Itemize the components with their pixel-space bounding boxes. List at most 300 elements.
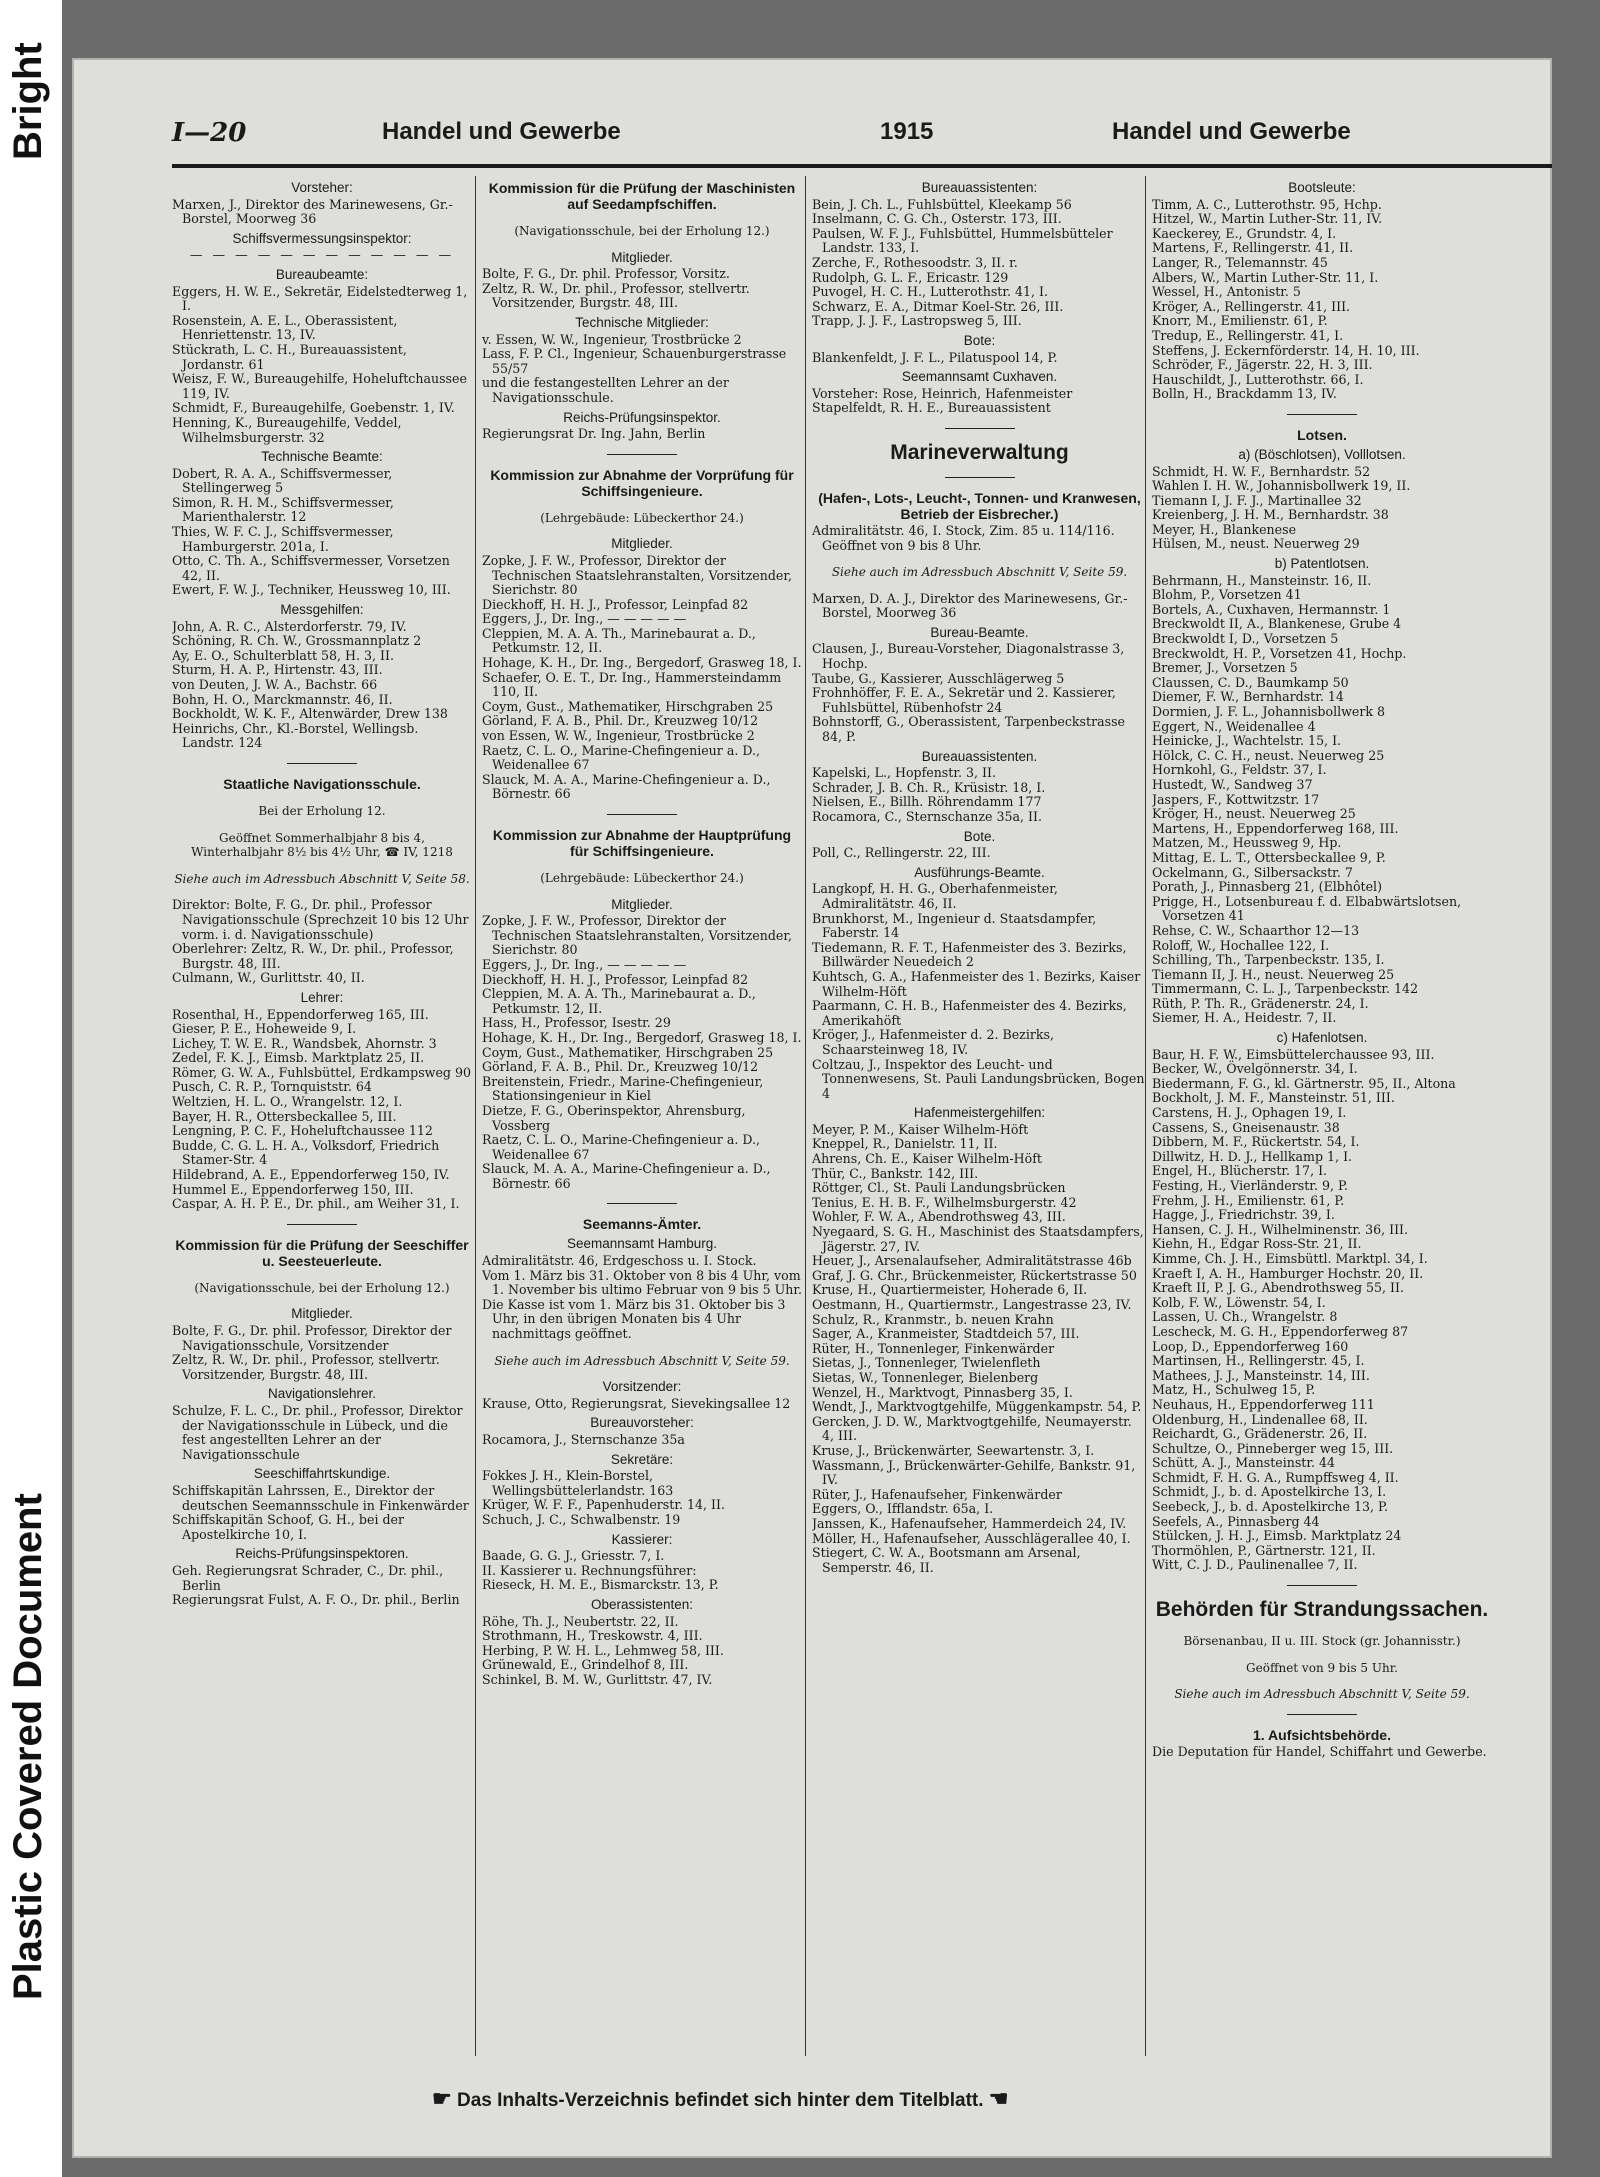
directory-entry: Albers, W., Martin Luther-Str. 11, I.	[1152, 269, 1379, 285]
directory-entry: (Navigationsschule, bei der Erholung 12.)	[514, 224, 770, 238]
directory-entry: Regierungsrat Fulst, A. F. O., Dr. phil., Berlin	[172, 1592, 460, 1608]
page-number: I—20	[172, 118, 247, 148]
directory-entry: Fokkes J. H., Klein-Borstel, Wellingsbüttelerlandstr. 163	[482, 1468, 674, 1498]
directory-entry: Paulsen, W. F. J., Fuhlsbüttel, Hummelsbütteler Landstr. 133, I.	[812, 225, 1113, 256]
directory-entry: Rüth, P. Th. R., Grädenerstr. 24, I.	[1152, 995, 1369, 1011]
directory-entry: Krüger, W. F. F., Papenhuderstr. 14, II.	[482, 1497, 725, 1513]
directory-entry: Wohler, F. W. A., Abendrothsweg 43, III.	[812, 1209, 1066, 1225]
directory-entry: Poll, C., Rellingerstr. 22, III.	[812, 845, 991, 861]
section-heading: Lotsen.	[1297, 426, 1347, 443]
directory-entry: Hohage, K. H., Dr. Ing., Bergedorf, Grasweg 18, I.	[482, 1029, 802, 1045]
directory-entry: Reichardt, G., Grädenerstr. 26, II.	[1152, 1426, 1368, 1442]
directory-entry: Kapelski, L., Hopfenstr. 3, II.	[812, 765, 996, 781]
directory-entry: Kröger, J., Hafenmeister d. 2. Bezirks, Schaarsteinweg 18, IV.	[812, 1027, 1054, 1057]
directory-entry: Admiralitätstr. 46, Erdgeschoss u. I. Stock.	[482, 1253, 757, 1269]
directory-entry: Görland, F. A. B., Phil. Dr., Kreuzweg 10/12	[482, 713, 759, 729]
directory-entry: Kreienberg, J. H. M., Bernhardstr. 38	[1152, 507, 1389, 523]
directory-entry: Timm, A. C., Lutterothstr. 95, Hchp.	[1152, 196, 1382, 212]
section-heading: Technische Beamte:	[261, 449, 383, 465]
directory-entry: Sager, A., Kranmeister, Stadtdeich 57, III.	[812, 1326, 1080, 1342]
section-heading: (Hafen-, Lots-, Leucht-, Tonnen- und Kranwesen, Betrieb der Eisbrecher.)	[818, 489, 1141, 522]
directory-entry: Loop, D., Eppendorferweg 160	[1152, 1338, 1349, 1354]
directory-entry: Henning, K., Bureaugehilfe, Veddel, Wilhelmsburgerstr. 32	[172, 414, 402, 445]
section-heading: Bureauassistenten:	[921, 180, 1038, 195]
directory-entry: Dillwitz, H. D. J., Hellkamp 1, I.	[1152, 1148, 1353, 1164]
section-heading: Oberassistenten:	[590, 1596, 694, 1612]
section-separator	[607, 814, 677, 815]
directory-entry: Blohm, P., Vorsetzen 41	[1152, 587, 1302, 603]
directory-entry: Taube, G., Kassierer, Ausschlägerweg 5	[812, 670, 1065, 686]
directory-entry: Görland, F. A. B., Phil. Dr., Kreuzweg 10/12	[482, 1059, 759, 1075]
section-separator	[1287, 414, 1357, 415]
directory-entry: Trapp, J. J. F., Lastropsweg 5, III.	[812, 313, 1022, 329]
directory-entry: Stülcken, J. H. J., Eimsb. Marktplatz 24	[1152, 1528, 1402, 1544]
section-separator	[607, 1203, 677, 1204]
directory-entry: Lichey, T. W. E. R., Wandsbek, Ahornstr. 3	[172, 1035, 437, 1051]
directory-entry: Caspar, A. H. P. E., Dr. phil., am Weiher 31, I.	[172, 1196, 460, 1212]
directory-entry: Ockelmann, G., Silbersackstr. 7	[1152, 864, 1353, 880]
section-heading: Messgehilfen:	[280, 602, 364, 618]
section-heading: Kommission für die Prüfung der Maschinisten auf Seedampfschiffen.	[488, 180, 796, 212]
directory-entry: Röhe, Th. J., Neubertstr. 22, II.	[482, 1613, 679, 1629]
section-heading: b) Patentlotsen.	[1274, 556, 1370, 572]
section-heading: Kommission zur Abnahme der Hauptprüfung für Schiffsingenieure.	[492, 827, 792, 859]
directory-entry: Hölck, C. C. H., neust. Neuerweg 25	[1152, 747, 1385, 763]
directory-entry: Siehe auch im Adressbuch Abschnitt V, Seite 59.	[1174, 1687, 1470, 1702]
section-heading: Bureau-Beamte.	[930, 624, 1029, 640]
section-separator	[287, 763, 357, 764]
directory-entry: Slauck, M. A. A., Marine-Chefingenieur a. D., Börnestr. 66	[482, 1161, 771, 1191]
directory-entry: Geöffnet von 9 bis 5 Uhr.	[1246, 1660, 1398, 1675]
section-heading: 1. Aufsichtsbehörde.	[1253, 1726, 1391, 1743]
directory-entry: Dieckhoff, H. H. J., Professor, Leinpfad 82	[482, 596, 749, 612]
directory-entry: Bohnstorff, G., Oberassistent, Tarpenbeckstrasse 84, P.	[812, 714, 1125, 745]
directory-entry: Tiemann I, J. F. J., Martinallee 32	[1152, 492, 1362, 508]
directory-entry: Engel, H., Blücherstr. 17, I.	[1152, 1163, 1328, 1179]
directory-entry: Rehse, C. W., Schaarthor 12—13	[1152, 922, 1360, 938]
directory-entry: Eggers, J., Dr. Ing., — — — — —	[482, 611, 687, 627]
directory-entry: Rüter, H., Tonnenleger, Finkenwärder	[812, 1340, 1055, 1356]
running-title-left: Handel und Gewerbe	[382, 118, 621, 145]
directory-entry: (Lehrgebäude: Lübeckerthor 24.)	[540, 510, 744, 525]
directory-entry: Culmann, W., Gurlittstr. 40, II.	[172, 970, 365, 986]
directory-entry: Prigge, H., Lotsenbureau f. d. Elbabwärtslotsen, Vorsetzen 41	[1152, 893, 1462, 924]
directory-entry: Paarmann, C. H. B., Hafenmeister des 4. Bezirks, Amerikahöft	[812, 998, 1127, 1028]
directory-entry: Baur, H. F. W., Eimsbüttelerchaussee 93, III.	[1152, 1046, 1435, 1062]
section-heading: Sekretäre:	[610, 1451, 674, 1467]
document-page	[72, 58, 1552, 2158]
directory-entry: Hagge, J., Friedrichstr. 39, I.	[1152, 1207, 1335, 1223]
directory-entry: Tiemann II, J. H., neust. Neuerweg 25	[1152, 966, 1395, 982]
directory-entry: Weisz, F. W., Bureaugehilfe, Hoheluftchaussee 119, IV.	[172, 371, 467, 401]
directory-entry: Coym, Gust., Mathematiker, Hirschgraben 25	[482, 1044, 774, 1060]
directory-entry: Becker, W., Övelgönnerstr. 34, I.	[1152, 1061, 1358, 1077]
directory-entry: Schmidt, J., b. d. Apostelkirche 13, I.	[1152, 1484, 1387, 1500]
directory-entry: Dibbern, M. F., Rückertstr. 54, I.	[1152, 1134, 1360, 1150]
directory-entry: Lass, F. P. Cl., Ingenieur, Schauenburgerstrasse 55/57	[482, 346, 787, 376]
section-separator	[945, 428, 1015, 429]
section-heading: Seeschiffahrtskundige.	[253, 1466, 391, 1482]
directory-entry: Martens, H., Eppendorferweg 168, III.	[1152, 820, 1399, 836]
directory-entry: Siehe auch im Adressbuch Abschnitt V, Seite 59.	[494, 1353, 790, 1368]
section-heading: Kommission zur Abnahme der Vorprüfung für Schiffsingenieure.	[490, 466, 794, 499]
section-heading: c) Hafenlotsen.	[1276, 1030, 1368, 1046]
directory-entry: Matzen, M., Heussweg 9, Hp.	[1152, 835, 1342, 851]
directory-entry: Gieser, P. E., Hoheweide 9, I.	[172, 1021, 357, 1037]
directory-entry: Hildebrand, A. E., Eppendorferweg 150, IV.	[172, 1167, 450, 1183]
directory-entry: Ewert, F. W. J., Techniker, Heussweg 10, III.	[172, 582, 451, 598]
directory-entry: Raetz, C. L. O., Marine-Chefingenieur a. D., Weidenallee 67	[482, 1132, 760, 1162]
column-2	[482, 176, 802, 2076]
directory-entry: Lengning, P. C. F., Hoheluftchaussee 112	[172, 1123, 433, 1139]
directory-entry: Simon, R. H. M., Schiffsvermesser, Marienthalerstr. 12	[172, 494, 394, 525]
directory-entry: Kraeft I, A. H., Hamburger Hochstr. 20, II.	[1152, 1265, 1424, 1281]
directory-entry: Heuer, J., Arsenalaufseher, Admiralitätstrasse 46b	[812, 1253, 1132, 1269]
directory-entry: Tredup, E., Rellingerstr. 41, I.	[1152, 327, 1344, 343]
directory-entry: Lassen, U. Ch., Wrangelstr. 8	[1152, 1309, 1338, 1325]
section-heading: Vorsitzender:	[602, 1379, 682, 1395]
directory-entry: Blankenfeldt, J. F. L., Pilatuspool 14, P.	[812, 349, 1058, 365]
directory-entry: Schütt, A. J., Mansteinstr. 44	[1152, 1455, 1336, 1471]
directory-entry: und die festangestellten Lehrer an der Navigationsschule.	[482, 375, 729, 405]
footer-text: Das Inhalts-Verzeichnis befindet sich hinter dem Titelblatt.	[457, 2090, 984, 2111]
directory-entry: Coltzau, J., Inspektor des Leucht- und Tonnenwesens, St. Pauli Landungsbrücken, Bogen 4	[812, 1056, 1145, 1101]
directory-entry: Hass, H., Professor, Isestr. 29	[482, 1015, 671, 1031]
directory-entry: Strothmann, H., Treskowstr. 4, III.	[482, 1628, 703, 1644]
directory-entry: Oestmann, H., Quartiermstr., Langestrasse 23, IV.	[812, 1297, 1132, 1312]
directory-entry: Rosenthal, H., Eppendorferweg 165, III.	[172, 1006, 429, 1022]
directory-entry: Ay, E. O., Schulterblatt 58, H. 3, II.	[172, 647, 395, 663]
directory-entry: Martens, F., Rellingerstr. 41, II.	[1152, 240, 1354, 256]
directory-entry: Mittag, E. L. T., Ottersbeckallee 9, P.	[1152, 849, 1386, 865]
section-heading: Bote.	[963, 828, 996, 844]
directory-entry: Schrader, J. B. Ch. R., Krüsistr. 18, I.	[812, 779, 1046, 795]
directory-entry: Zopke, J. F. W., Professor, Direktor der Technischen Staatslehranstalten, Vorsitzender, Sierichstr. 80	[482, 552, 792, 598]
directory-entry: Zeltz, R. W., Dr. phil., Professor, stellvertr. Vorsitzender, Burgstr. 48, III.	[172, 1352, 440, 1382]
directory-entry: Schinkel, B. M. W., Gurlittstr. 47, IV.	[482, 1671, 713, 1687]
directory-entry: Breckwoldt II, A., Blankenese, Grube 4	[1152, 616, 1402, 632]
section-heading: Kommission für die Prüfung der Seeschiffer u. Seesteuerleute.	[175, 1236, 469, 1269]
directory-entry: Bortels, A., Cuxhaven, Hermannstr. 1	[1152, 601, 1391, 617]
directory-entry: Hansen, C. J. H., Wilhelminenstr. 36, III.	[1152, 1221, 1409, 1237]
pointing-hand-right-icon: ☛	[432, 2086, 452, 2111]
section-separator	[1287, 1585, 1357, 1586]
directory-entry: Bolte, F. G., Dr. phil. Professor, Direktor der Navigationsschule, Vorsitzender	[172, 1323, 452, 1353]
directory-entry: Witt, C. J. D., Paulinenallee 7, II.	[1152, 1557, 1358, 1573]
directory-entry: Bohn, H. O., Marckmannstr. 46, II.	[172, 691, 393, 707]
column-1	[172, 176, 472, 2076]
directory-entry: Hülsen, M., neust. Neuerweg 29	[1152, 536, 1360, 552]
directory-entry: Herbing, P. W. H. L., Lehmweg 58, III.	[482, 1642, 724, 1658]
directory-entry: Coym, Gust., Mathematiker, Hirschgraben 25	[482, 698, 774, 714]
section-heading: Bureauassistenten.	[921, 748, 1038, 764]
directory-entry: Kraeft II, P. J. G., Abendrothsweg 55, II.	[1152, 1280, 1404, 1296]
directory-entry: v. Essen, W. W., Ingenieur, Trostbrücke 2	[482, 331, 742, 347]
directory-entry: Kneppel, R., Danielstr. 11, II.	[812, 1136, 998, 1152]
directory-entry: Krause, Otto, Regierungsrat, Sievekingsallee 12	[482, 1395, 791, 1411]
directory-entry: Rocamora, C., Sternschanze 35a, II.	[812, 809, 1042, 824]
directory-entry: Zeltz, R. W., Dr. phil., Professor, stellvertr. Vorsitzender, Burgstr. 48, III.	[482, 280, 750, 311]
directory-entry: Hohage, K. H., Dr. Ing., Bergedorf, Grasweg 18, I.	[482, 655, 802, 671]
section-heading: Bureaubeamte:	[275, 266, 369, 282]
directory-entry: Kimme, Ch. J. H., Eimsbüttl. Marktpl. 34, I.	[1152, 1250, 1428, 1266]
section-heading: Mitglieder.	[611, 896, 673, 912]
running-title-right: Handel und Gewerbe	[1112, 118, 1351, 145]
directory-entry: Wessel, H., Antonistr. 5	[1152, 284, 1301, 300]
directory-entry: (Navigationsschule, bei der Erholung 12.)	[194, 1280, 450, 1295]
directory-entry: Clausen, J., Bureau-Vorsteher, Diagonalstrasse 3, Hochp.	[812, 641, 1125, 672]
section-heading: Mitglieder.	[611, 249, 673, 265]
page-header	[172, 118, 1552, 162]
directory-entry: Zopke, J. F. W., Professor, Direktor der Technischen Staatslehranstalten, Vorsitzender, Sierichstr. 80	[482, 913, 792, 958]
directory-entry: Schultze, O., Pinneberger weg 15, III.	[1152, 1440, 1394, 1456]
directory-entry: Pusch, C. R. P., Tornquiststr. 64	[172, 1079, 372, 1095]
directory-entry: Bockholdt, W. K. F., Altenwärder, Drew 138	[172, 706, 448, 722]
directory-entry: Eggers, J., Dr. Ing., — — — — —	[482, 956, 687, 972]
directory-entry: Hauschildt, J., Lutterothstr. 66, I.	[1152, 371, 1364, 387]
directory-entry: Wendt, J., Marktvogtgehilfe, Müggenkampstr. 54, P.	[812, 1399, 1142, 1415]
directory-entry: Schwarz, E. A., Ditmar Koel-Str. 26, III.	[812, 298, 1064, 314]
directory-entry: Steffens, J. Eckernförderstr. 14, H. 10, III.	[1152, 342, 1420, 358]
directory-entry: Carstens, H. J., Ophagen 19, I.	[1152, 1105, 1347, 1121]
section-separator	[287, 1224, 357, 1225]
directory-entry: Siehe auch im Adressbuch Abschnitt V, Seite 58.	[174, 871, 470, 886]
directory-entry: Breckwoldt I, D., Vorsetzen 5	[1152, 631, 1339, 647]
directory-entry: Hummel E., Eppendorferweg 150, III.	[172, 1181, 414, 1197]
directory-entry: Hitzel, W., Martin Luther-Str. 11, IV.	[1152, 211, 1383, 227]
directory-entry: Bein, J. Ch. L., Fuhlsbüttel, Kleekamp 56	[812, 196, 1072, 212]
directory-entry: Nielsen, E., Billh. Röhrendamm 177	[812, 794, 1042, 810]
directory-entry: Grünewald, E., Grindelhof 8, III.	[482, 1657, 689, 1673]
directory-entry: Dietze, F. G., Oberinspektor, Ahrensburg, Vossberg	[482, 1102, 746, 1133]
page-year: 1915	[880, 118, 934, 145]
directory-entry: Behrmann, H., Mansteinstr. 16, II.	[1152, 572, 1372, 588]
directory-entry: Frohnhöffer, F. E. A., Sekretär und 2. Kassierer, Fuhlsbüttel, Rübenhofstr 24	[812, 685, 1116, 715]
column-divider	[1145, 176, 1146, 2056]
directory-entry: Schmidt, H. W. F., Bernhardstr. 52	[1152, 463, 1371, 479]
directory-entry: Wassmann, J., Brückenwärter-Gehilfe, Bankstr. 91, IV.	[812, 1457, 1136, 1488]
directory-entry: Budde, C. G. L. H. A., Volksdorf, Friedrich Stamer-Str. 4	[172, 1137, 440, 1168]
section-heading: Reichs-Prüfungsinspektor.	[563, 409, 721, 425]
section-heading: Bote:	[963, 332, 996, 348]
strip-bottom-text: Plastic Covered Document	[6, 1493, 50, 2000]
section-heading: Behörden für Strandungssachen.	[1155, 1598, 1489, 1622]
section-heading: Lehrer:	[300, 989, 344, 1005]
directory-entry: Graf, J. G. Chr., Brückenmeister, Rückertstrasse 50	[812, 1267, 1137, 1283]
directory-entry: Vorsteher: Rose, Heinrich, Hafenmeister	[812, 385, 1073, 401]
directory-entry: Rüter, J., Hafenaufseher, Finkenwärder	[812, 1486, 1062, 1502]
section-heading: Technische Mitglieder:	[575, 314, 709, 330]
section-heading: Schiffsvermessungsinspektor:	[232, 230, 412, 246]
column-divider	[805, 176, 806, 2056]
directory-entry: Weltzien, H. L. O., Wrangelstr. 12, I.	[172, 1094, 403, 1110]
directory-entry: Meyer, P. M., Kaiser Wilhelm-Höft	[812, 1121, 1029, 1137]
directory-entry: Otto, C. Th. A., Schiffsvermesser, Vorsetzen 42, II.	[172, 553, 450, 583]
directory-entry: Eggert, N., Weidenallee 4	[1152, 718, 1316, 734]
directory-entry: Eggers, H. W. E., Sekretär, Eidelstedterweg 1, I.	[172, 283, 468, 314]
directory-entry: Die Deputation für Handel, Schiffahrt und Gewerbe.	[1152, 1743, 1487, 1759]
directory-entry: Regierungsrat Dr. Ing. Jahn, Berlin	[482, 426, 706, 442]
directory-entry: Röttger, Cl., St. Pauli Landungsbrücken	[812, 1180, 1066, 1196]
directory-entry: Raetz, C. L. O., Marine-Chefingenieur a. D., Weidenallee 67	[482, 742, 760, 773]
section-heading: Bureauvorsteher:	[590, 1415, 694, 1431]
directory-entry: Hornkohl, G., Feldstr. 37, I.	[1152, 762, 1327, 778]
section-heading: Bootsleute:	[1288, 180, 1356, 195]
directory-entry: John, A. R. C., Alsterdorferstr. 79, IV.	[172, 618, 407, 634]
directory-entry: Janssen, K., Hafenaufseher, Hammerdeich 24, IV.	[812, 1515, 1127, 1531]
directory-entry: Lescheck, M. G. H., Eppendorferweg 87	[1152, 1323, 1409, 1339]
directory-entry: (Lehrgebäude: Lübeckerthor 24.)	[540, 871, 744, 885]
section-heading: Mitglieder.	[611, 536, 673, 552]
column-4	[1152, 176, 1492, 2076]
section-heading: Reichs-Prüfungsinspektoren.	[235, 1546, 409, 1562]
directory-entry: Schiffskapitän Schoof, G. H., bei der Apostelkirche 10, I.	[172, 1512, 405, 1542]
section-heading: a) (Böschlotsen), Volllotsen.	[1238, 446, 1406, 462]
directory-entry: Mathees, J. J., Mansteinstr. 14, III.	[1152, 1367, 1370, 1383]
directory-entry: Timmermann, C. L. J., Tarpenbeckstr. 142	[1152, 981, 1419, 997]
directory-entry: Tenius, E. H. B. F., Wilhelmsburgerstr. 42	[812, 1194, 1077, 1210]
directory-entry: Porath, J., Pinnasberg 21, (Elbhôtel)	[1152, 879, 1383, 895]
header-rule	[172, 164, 1552, 168]
directory-entry: Geh. Regierungsrat Schrader, C., Dr. phil., Berlin	[172, 1562, 444, 1593]
directory-entry: Seebeck, J., b. d. Apostelkirche 13, P.	[1152, 1499, 1388, 1515]
directory-entry: Sietas, J., Tonnenleger, Twielenfleth	[812, 1355, 1041, 1371]
pointing-hand-left-icon: ☚	[988, 2086, 1009, 2111]
directory-entry: Schöning, R. Ch. W., Grossmannplatz 2	[172, 633, 422, 649]
directory-entry: Langer, R., Telemannstr. 45	[1152, 254, 1328, 270]
section-heading: Seemannsamt Hamburg.	[566, 1236, 718, 1252]
directory-entry: Kruse, H., Quartiermeister, Hoherade 6, II.	[812, 1282, 1088, 1298]
directory-entry: Breitenstein, Friedr., Marine-Chefingenieur, Stationsingenieur in Kiel	[482, 1073, 764, 1104]
directory-entry: Schaefer, O. E. T., Dr. Ing., Hammersteindamm 110, II.	[482, 669, 782, 700]
directory-entry: Bayer, H. R., Ottersbeckallee 5, III.	[172, 1108, 397, 1124]
section-separator	[945, 477, 1015, 478]
directory-entry: Slauck, M. A. A., Marine-Chefingenieur a. D., Börnestr. 66	[482, 771, 771, 802]
directory-entry: Seefels, A., Pinnasberg 44	[1152, 1513, 1320, 1529]
directory-entry: Schuch, J. C., Schwalbenstr. 19	[482, 1511, 681, 1527]
directory-entry: Stapelfeldt, R. H. E., Bureauassistent	[812, 400, 1051, 416]
directory-entry: Rudolph, G. L. F., Ericastr. 129	[812, 269, 1009, 285]
directory-entry: Langkopf, H. H. G., Oberhafenmeister, Admiralitätstr. 46, II.	[812, 881, 1058, 911]
directory-entry: Vom 1. März bis 31. Oktober von 8 bis 4 Uhr, vom 1. November bis ultimo Februar von 9 bis 5 Uhr.	[482, 1267, 802, 1298]
directory-entry: Römer, G. W. A., Fuhlsbüttel, Erdkampsweg 90	[172, 1064, 472, 1080]
directory-entry: Wahlen I. H. W., Johannisbollwerk 19, II.	[1152, 478, 1411, 494]
directory-entry: Brunkhorst, M., Ingenieur d. Staatsdampfer, Faberstr. 14	[812, 910, 1097, 941]
directory-entry: Oberlehrer: Zeltz, R. W., Dr. phil., Professor, Burgstr. 48, III.	[172, 941, 454, 971]
directory-entry: Cleppien, M. A. A. Th., Marinebaurat a. D., Petkumstr. 12, II.	[482, 625, 756, 656]
directory-entry: Jaspers, F., Kottwitzstr. 17	[1152, 791, 1320, 807]
directory-entry: Zedel, F. K. J., Eimsb. Marktplatz 25, II.	[172, 1050, 425, 1066]
directory-entry: Schilling, Th., Tarpenbeckstr. 135, I.	[1152, 952, 1385, 968]
directory-entry: Bockholt, J. M. F., Mansteinstr. 51, III.	[1152, 1090, 1395, 1106]
directory-entry: Nyegaard, S. G. H., Maschinist des Staatsdampfers, Jägerstr. 27, IV.	[812, 1224, 1144, 1254]
directory-entry: Sturm, H. A. P., Hirtenstr. 43, III.	[172, 662, 383, 678]
directory-entry: Festing, H., Vierländerstr. 9, P.	[1152, 1178, 1348, 1193]
directory-entry: Schmidt, F., Bureaugehilfe, Goebenstr. 1, IV.	[172, 400, 455, 416]
directory-entry: Heinrichs, Chr., Kl.-Borstel, Wellingsb. Landstr. 124	[172, 720, 419, 751]
directory-entry: Neuhaus, H., Eppendorferweg 111	[1152, 1396, 1375, 1412]
directory-entry: Kuhtsch, G. A., Hafenmeister des 1. Bezirks, Kaiser Wilhelm-Höft	[812, 968, 1141, 999]
directory-entry: Thormöhlen, P., Gärtnerstr. 121, II.	[1152, 1542, 1376, 1558]
section-heading: Marineverwaltung	[890, 440, 1069, 464]
directory-entry: Eggers, O., Ifflandstr. 65a, I.	[812, 1501, 994, 1517]
directory-entry: Dormien, J. F. L., Johannisbollwerk 8	[1152, 704, 1386, 719]
directory-entry: Kröger, A., Rellingerstr. 41, III.	[1152, 298, 1351, 314]
section-heading: Seemanns-Ämter.	[582, 1216, 702, 1233]
directory-entry: Schulze, F. L. C., Dr. phil., Professor, Direktor der Navigationsschule in Lübeck, und die fest angestellten Lehrer an der Navigationsschule	[172, 1402, 463, 1462]
directory-entry: Sietas, W., Tonnenleger, Bielenberg	[812, 1369, 1039, 1385]
directory-entry: Thür, C., Bankstr. 142, III.	[812, 1165, 979, 1181]
directory-entry: Rocamora, J., Sternschanze 35a	[482, 1432, 685, 1447]
directory-entry: Kolb, F. W., Löwenstr. 54, I.	[1152, 1294, 1326, 1310]
directory-entry: Ahrens, Ch. E., Kaiser Wilhelm-Höft	[812, 1151, 1042, 1167]
directory-entry: Roloff, W., Hochallee 122, I.	[1152, 937, 1330, 953]
directory-entry: Oldenburg, H., Lindenallee 68, II.	[1152, 1411, 1368, 1427]
directory-entry: Marxen, D. A. J., Direktor des Marinewesens, Gr.-Borstel, Moorweg 36	[812, 590, 1128, 621]
directory-entry: Cassens, S., Gneisenaustr. 38	[1152, 1119, 1340, 1135]
directory-entry: Geöffnet Sommerhalbjahr 8 bis 4, Winterhalbjahr 8½ bis 4½ Uhr, ☎ IV, 1218	[191, 830, 453, 860]
directory-entry: Cleppien, M. A. A. Th., Marinebaurat a. D., Petkumstr. 12, II.	[482, 986, 756, 1016]
directory-entry: Schiffskapitän Lahrssen, E., Direktor der deutschen Seemannsschule in Finkenwärder	[172, 1482, 469, 1513]
directory-entry: Knorr, M., Emilienstr. 61, P.	[1152, 313, 1328, 329]
directory-entry: Bolte, F. G., Dr. phil. Professor, Vorsitz.	[482, 266, 730, 282]
directory-entry: Kiehn, H., Edgar Ross-Str. 21, II.	[1152, 1236, 1362, 1252]
section-heading: Kassierer:	[611, 1531, 673, 1547]
directory-entry: Frehm, J. H., Emilienstr. 61, P.	[1152, 1192, 1345, 1208]
directory-entry: Matz, H., Schulweg 15, P.	[1152, 1382, 1316, 1398]
section-heading: Seemannsamt Cuxhaven.	[901, 369, 1058, 385]
directory-entry: Bolln, H., Brackdamm 13, IV.	[1152, 386, 1337, 402]
directory-entry: Admiralitätstr. 46, I. Stock, Zim. 85 u. 114/116. Geöffnet von 9 bis 8 Uhr.	[812, 522, 1115, 553]
directory-entry: Kaeckerey, E., Grundstr. 4, I.	[1152, 225, 1337, 241]
directory-entry: Siemer, H. A., Heidestr. 7, II.	[1152, 1010, 1337, 1026]
directory-entry: Schröder, F., Jägerstr. 22, H. 3, III.	[1152, 357, 1373, 373]
directory-entry: Bremer, J., Vorsetzen 5	[1152, 660, 1298, 676]
section-heading: Vorsteher:	[291, 180, 353, 195]
column-3	[812, 176, 1147, 2076]
directory-entry: von Deuten, J. W. A., Bachstr. 66	[172, 677, 378, 692]
directory-entry: Stiegert, C. W. A., Bootsmann am Arsenal, Semperstr. 46, II.	[812, 1545, 1081, 1575]
directory-entry: II. Kassierer u. Rechnungsführer:	[482, 1562, 697, 1578]
directory-entry: Schmidt, F. H. G. A., Rumpffsweg 4, II.	[1152, 1469, 1399, 1485]
directory-entry: Gercken, J. D. W., Marktvogtgehilfe, Neumayerstr. 4, III.	[812, 1413, 1132, 1444]
directory-entry: Direktor: Bolte, F. G., Dr. phil., Professor Navigationsschule (Sprechzeit 10 bis 12 Uhr vorm. i. d. Navigationsschule)	[172, 897, 469, 942]
directory-entry: Dobert, R. A. A., Schiffsvermesser, Stellingerweg 5	[172, 465, 393, 496]
directory-entry: Kröger, H., neust. Neuerweg 25	[1152, 806, 1356, 822]
directory-entry: Heinicke, J., Wachtelstr. 15, I.	[1152, 733, 1342, 749]
section-heading: Staatliche Navigationsschule.	[223, 775, 421, 792]
directory-entry: Schulz, R., Kranmstr., b. neuen Krahn	[812, 1311, 1054, 1327]
directory-entry: von Essen, W. W., Ingenieur, Trostbrücke 2	[482, 728, 755, 744]
directory-entry: Meyer, H., Blankenese	[1152, 521, 1297, 537]
dash-line: — — — — — — — — — — — —	[189, 247, 455, 263]
directory-entry: Börsenanbau, II u. III. Stock (gr. Johannisstr.)	[1183, 1634, 1461, 1649]
column-divider	[475, 176, 476, 2056]
directory-entry: Bei der Erholung 12.	[258, 803, 386, 818]
section-separator	[1287, 1714, 1357, 1715]
directory-entry: Rieseck, H. M. E., Bismarckstr. 13, P.	[482, 1577, 719, 1593]
footer-note	[432, 2086, 1009, 2112]
section-heading: Ausführungs-Beamte.	[914, 864, 1045, 880]
directory-entry: Martinsen, H., Rellingerstr. 45, I.	[1152, 1353, 1365, 1369]
directory-entry: Inselmann, C. G. Ch., Osterstr. 173, III.	[812, 211, 1062, 227]
directory-entry: Biedermann, F. G., kl. Gärtnerstr. 95, II., Altona	[1152, 1075, 1456, 1091]
directory-entry: Zerche, F., Rothesoodstr. 3, II. r.	[812, 254, 1018, 270]
section-heading: Navigationslehrer.	[267, 1386, 377, 1402]
directory-entry: Kruse, J., Brückenwärter, Seewartenstr. 3, I.	[812, 1442, 1095, 1458]
directory-entry: Die Kasse ist vom 1. März bis 31. Oktober bis 3 Uhr, in den übrigen Monaten bis 4 Uhr nachmittags geöffnet.	[482, 1296, 786, 1342]
directory-entry: Puvogel, H. C. H., Lutterothstr. 41, I.	[812, 284, 1049, 300]
